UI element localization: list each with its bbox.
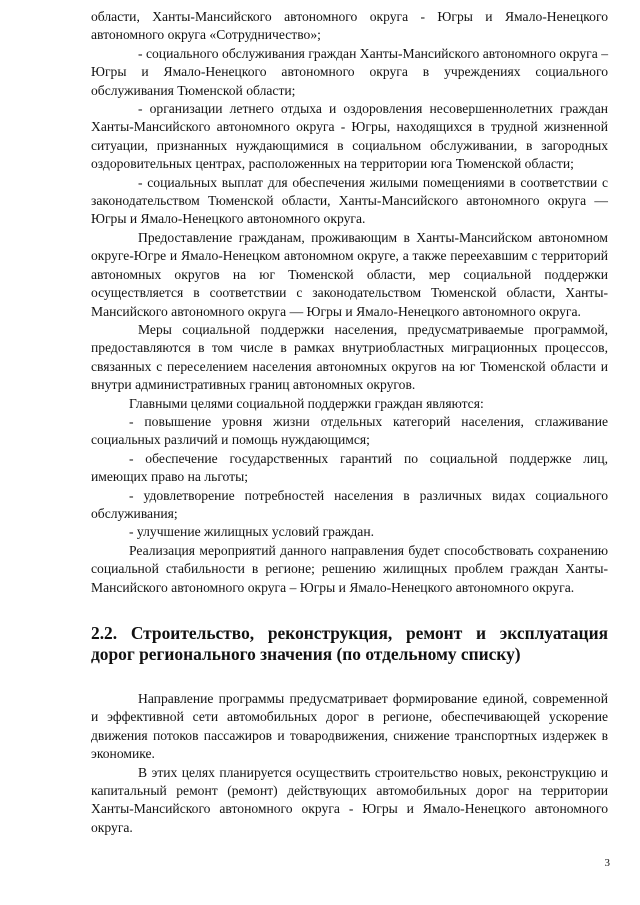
paragraph-provision: Предоставление гражданам, проживающим в Ханты-Мансийском автономном округе-Югре и Ямало-Ненецком автономном округе, а также переехавшим с территорий автономных округов на юг Тюменской области, мер социальной поддержки осуществляется в соответствии с законодательством Тюменской области, Ханты-Мансийского автономного округа — Югры и Ямало-Ненецкого автономного округа. xyxy=(91,229,608,319)
paragraph-direction: Направление программы предусматривает формирование единой, современной и эффективной сети автомобильных дорог в регионе, обеспечивающей ускорение движения потоков пассажиров и товародвижения, снижение транспортных издержек в экономике. xyxy=(91,691,608,762)
paragraph-construction-plan: В этих целях планируется осуществить строительство новых, реконструкцию и капитальный ремонт (ремонт) действующих автомобильных дорог на территории Ханты-Мансийского автономного округа - Югры и Ямало-Ненецкого автономного округа. xyxy=(91,764,608,835)
document-page xyxy=(91,8,608,837)
list-item-social-service: - социального обслуживания граждан Ханты-Мансийского автономного округа – Югры и Ямало-Ненецкого автономного округа в учреждениях социального обслуживания Тюменской области; xyxy=(91,45,608,98)
paragraph-continuation: области, Ханты-Мансийского автономного округа - Югры и Ямало-Ненецкого автономного округа «Сотрудничество»; xyxy=(91,9,608,43)
page-number: 3 xyxy=(604,857,610,869)
goal-item-state-guarantees: - обеспечение государственных гарантий по социальной поддержке лиц, имеющих право на льготы; xyxy=(91,450,608,485)
section-heading: 2.2. Строительство, реконструкция, ремонт и эксплуатация дорог регионального значения (по отдельному списку) xyxy=(91,623,608,664)
paragraph-support-measures: Меры социальной поддержки населения, предусматриваемые программой, предоставляются в том числе в рамках внутриобластных миграционных процессов, связанных с переселением населения автономных округов на юг Тюменской области и внутри административных границ автономных округов. xyxy=(91,321,608,393)
list-item-summer-rest: - организации летнего отдыха и оздоровления несовершеннолетних граждан Ханты-Мансийского автономного округа - Югры, находящихся в трудной жизненной ситуации, признанных нуждающимися в социальном обслуживании, в загородных оздоровительных центрах, расположенных на территории юга Тюменской области; xyxy=(91,101,608,172)
goal-item-living-standard: - повышение уровня жизни отдельных категорий населения, сглаживание социальных различий и помощь нуждающимся; xyxy=(91,413,608,448)
paragraph-implementation: Реализация мероприятий данного направления будет способствовать сохранению социальной стабильности в регионе; решению жилищных проблем граждан Ханты-Мансийского автономного округа – Югры и Ямало-Ненецкого автономного округа. xyxy=(91,542,608,595)
list-item-social-payments: - социальных выплат для обеспечения жилыми помещениями в соответствии с законодательством Тюменской области, Ханты-Мансийского автономного округа — Югры и Ямало-Ненецкого автономного округа. xyxy=(91,174,608,227)
paragraph-main-goals: Главными целями социальной поддержки граждан являются: xyxy=(129,395,484,411)
goal-item-housing: - улучшение жилищных условий граждан. xyxy=(129,524,375,540)
goal-item-social-needs: - удовлетворение потребностей населения в различных видах социального обслуживания; xyxy=(91,487,608,521)
